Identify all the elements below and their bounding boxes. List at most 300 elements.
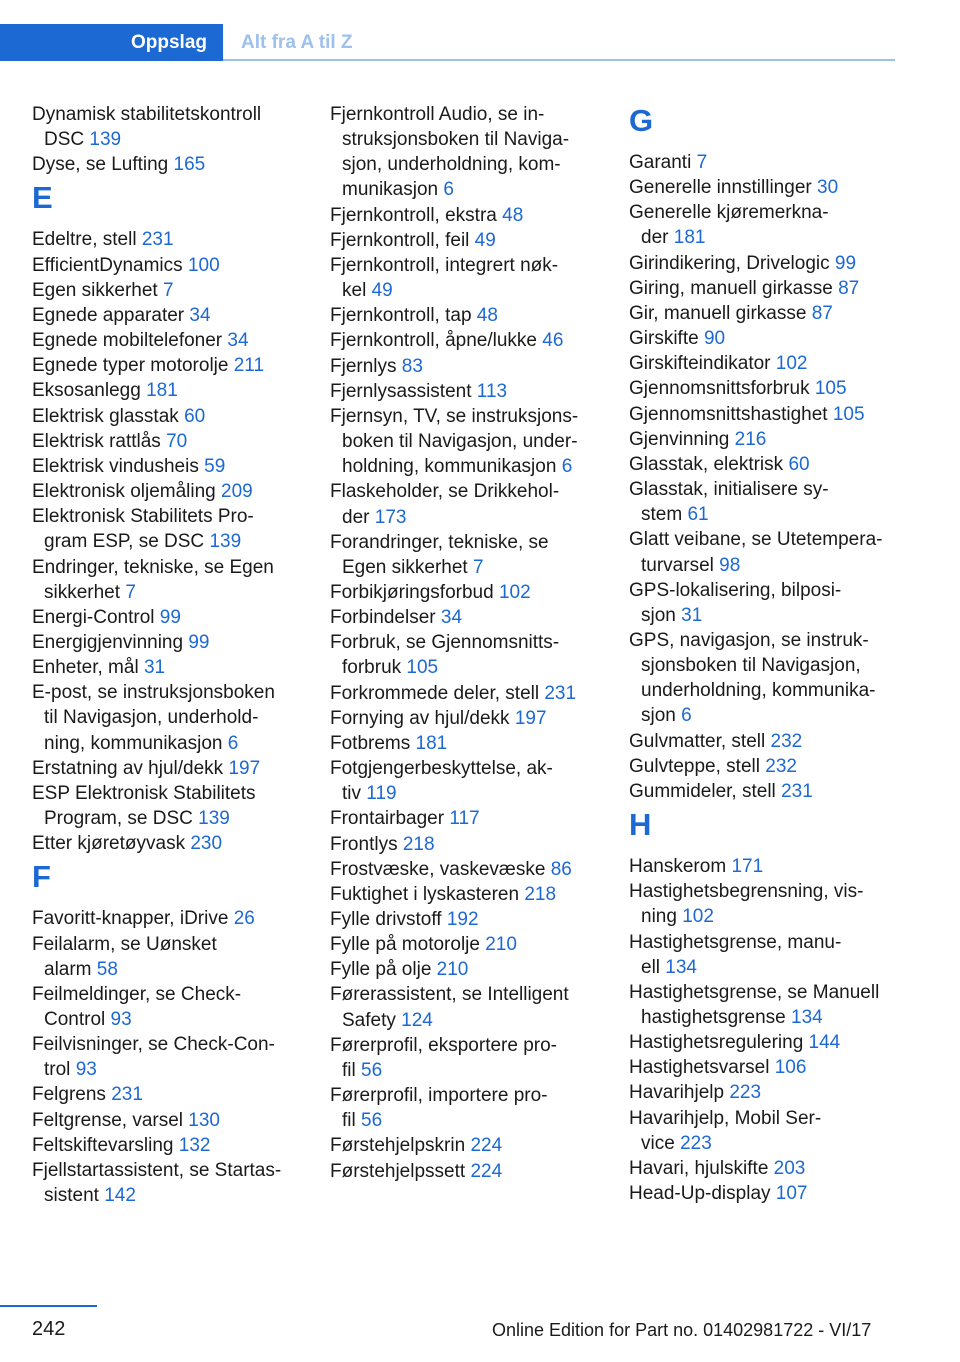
page-reference-link[interactable]: 144 <box>808 1032 841 1054</box>
index-entry <box>330 706 592 731</box>
page-reference-link[interactable]: 7 <box>162 279 174 301</box>
index-entry <box>330 530 592 580</box>
entry-text: holdning, kommunikasjon <box>342 456 557 478</box>
entry-text: Elektronisk oljemåling <box>32 481 216 503</box>
entry-text: DSC <box>44 129 85 151</box>
entry-text: Enheter, mål <box>32 657 139 679</box>
index-entry <box>32 680 324 755</box>
page-reference-link[interactable]: 107 <box>775 1183 808 1205</box>
entry-text: Giring, manuell girkasse <box>629 277 833 299</box>
entry-text: ell <box>641 956 661 978</box>
entry-text: Feltskiftevarsling <box>32 1134 174 1156</box>
index-entry <box>629 276 897 301</box>
index-entry <box>32 781 324 831</box>
entry-text: kel <box>342 280 367 302</box>
page-reference-link[interactable]: 48 <box>476 305 498 327</box>
index-entry <box>629 1055 897 1080</box>
page-reference-link[interactable]: 60 <box>184 405 206 427</box>
page-reference-link[interactable]: 46 <box>542 330 564 352</box>
entry-text: Elektrisk glasstak <box>32 405 179 427</box>
index-entry <box>629 628 897 729</box>
entry-text: Hastighetsbegrensning, vis- <box>629 881 864 903</box>
entry-text: trol <box>44 1059 71 1081</box>
page-reference-link[interactable]: 192 <box>446 909 479 930</box>
entry-text: der <box>342 506 370 528</box>
index-column-3 <box>629 102 897 1206</box>
entry-text: Fjernkontroll, åpne/lukke <box>330 330 537 352</box>
entry-text: Head-Up-display <box>629 1183 771 1205</box>
page-reference-link[interactable]: 99 <box>159 606 181 628</box>
entry-text: Fjernlysassistent <box>330 380 472 402</box>
entry-text: Egnede apparater <box>32 304 185 326</box>
index-entry <box>629 1080 897 1105</box>
page-reference-link[interactable]: 87 <box>811 302 833 324</box>
entry-text: fil <box>342 1110 356 1132</box>
page-reference-link[interactable]: 119 <box>366 783 397 805</box>
page-reference-link[interactable]: 209 <box>221 481 253 503</box>
index-entry <box>330 907 592 932</box>
index-entry <box>32 1133 324 1158</box>
page-reference-link[interactable]: 105 <box>814 378 847 400</box>
entry-text: gram ESP, se DSC <box>44 531 205 553</box>
entry-text: struksjonsboken til Naviga- <box>342 129 570 151</box>
entry-text: Førerprofil, importere pro- <box>330 1085 548 1107</box>
index-entry <box>32 479 324 504</box>
entry-text: Fjernkontroll Audio, se in- <box>330 104 545 125</box>
page-reference-link[interactable]: 142 <box>104 1185 136 1207</box>
index-entry <box>330 479 592 529</box>
entry-text: Eksosanlegg <box>32 380 141 402</box>
page-reference-link[interactable]: 31 <box>681 604 703 626</box>
page-reference-link[interactable]: 130 <box>188 1109 220 1131</box>
index-entry <box>330 605 592 630</box>
index-entry <box>629 326 897 351</box>
entry-text: boken til Navigasjon, under- <box>342 431 578 453</box>
index-entry <box>32 253 324 278</box>
entry-text: Feilalarm, se Uønsket <box>32 933 217 955</box>
page-reference-link[interactable]: 165 <box>173 154 206 176</box>
entry-text: Hastighetsgrense, manu- <box>629 931 842 953</box>
entry-text: Fjernkontroll, tap <box>330 305 472 327</box>
edition-note: Online Edition for Part no. 01402981722 - VI/17 <box>492 1320 872 1340</box>
index-entry <box>330 328 592 353</box>
entry-text: E-post, se instruksjonsboken <box>32 682 275 704</box>
index-entry <box>32 404 324 429</box>
index-entry <box>629 150 897 175</box>
entry-text: Hanskerom <box>629 856 727 878</box>
entry-text: alarm <box>44 958 92 980</box>
entry-text: Dyse, se Lufting <box>32 154 169 176</box>
index-entry <box>330 1033 592 1083</box>
index-entry <box>32 982 324 1032</box>
index-entry <box>629 1181 897 1206</box>
page-reference-link[interactable]: 59 <box>204 455 226 477</box>
entry-text: Forbikjøringsforbud <box>330 581 494 603</box>
entry-text: Fylle drivstoff <box>330 909 442 930</box>
index-entry <box>32 303 324 328</box>
page-reference-link[interactable]: 223 <box>680 1132 712 1154</box>
entry-text: GPS, navigasjon, se instruk- <box>629 629 869 651</box>
entry-text: Fjernlys <box>330 355 397 377</box>
page-reference-link[interactable]: 26 <box>233 908 255 930</box>
page-reference-link[interactable]: 105 <box>406 657 439 679</box>
entry-text: vice <box>641 1132 675 1154</box>
index-entry <box>629 578 897 628</box>
index-entry <box>629 754 897 779</box>
entry-text: Gulvmatter, stell <box>629 730 766 752</box>
entry-text: Dynamisk stabilitetskontroll <box>32 104 262 125</box>
entry-text: Frostvæske, vaskevæske <box>330 858 546 880</box>
page-reference-link[interactable]: 113 <box>476 380 508 402</box>
entry-text: sjon <box>641 604 676 626</box>
page-reference-link[interactable]: 70 <box>166 430 188 452</box>
entry-text: Energi-Control <box>32 606 155 628</box>
page-reference-link[interactable]: 83 <box>401 355 423 377</box>
page-reference-link[interactable]: 218 <box>402 833 435 855</box>
index-entry <box>629 402 897 427</box>
index-entry <box>330 756 592 806</box>
entry-text: Gjenvinning <box>629 428 730 450</box>
page-reference-link[interactable]: 6 <box>681 705 692 727</box>
index-entry <box>32 831 324 856</box>
entry-text: Fotgjengerbeskyttelse, ak- <box>330 758 553 780</box>
index-entry <box>629 729 897 754</box>
page-reference-link[interactable]: 173 <box>374 506 407 528</box>
page-reference-link[interactable]: 230 <box>190 833 223 855</box>
page-reference-link[interactable]: 87 <box>838 277 860 299</box>
entry-text: Feilvisninger, se Check-Con- <box>32 1034 275 1056</box>
page-number: 242 <box>32 1318 66 1340</box>
page-reference-link[interactable]: 139 <box>198 808 230 830</box>
page-reference-link[interactable]: 6 <box>443 179 454 201</box>
page-reference-link[interactable]: 99 <box>188 631 210 653</box>
entry-text: Glatt veibane, se Utetempera- <box>629 529 883 551</box>
entry-text: Hastighetsregulering <box>629 1032 804 1054</box>
entry-text: sjonsboken til Navigasjon, <box>641 655 861 677</box>
entry-text: Girskifte <box>629 328 699 350</box>
entry-text: Havarihjelp <box>629 1082 725 1104</box>
index-entry <box>32 555 324 605</box>
page-reference-link[interactable]: 6 <box>561 456 573 478</box>
page-reference-link[interactable]: 6 <box>227 732 239 754</box>
page-reference-link[interactable]: 231 <box>141 229 174 251</box>
page-reference-link[interactable]: 56 <box>361 1110 383 1132</box>
index-entry <box>330 354 592 379</box>
entry-text: Havarihjelp, Mobil Ser- <box>629 1107 822 1129</box>
entry-text: Forbruk, se Gjennomsnitts- <box>330 632 560 654</box>
entry-text: underholdning, kommunika- <box>641 680 876 702</box>
index-entry <box>32 429 324 454</box>
entry-text: Egen sikkerhet <box>342 556 468 578</box>
index-entry <box>629 1156 897 1181</box>
tab-divider <box>223 59 895 61</box>
entry-text: forbruk <box>342 657 402 679</box>
index-entry <box>330 253 592 303</box>
index-entry <box>629 879 897 929</box>
entry-text: ning, kommunikasjon <box>44 732 223 754</box>
page-reference-link[interactable]: 210 <box>485 934 517 956</box>
index-entry <box>629 527 897 577</box>
entry-text: stem <box>641 504 683 526</box>
entry-text: hastighetsgrense <box>641 1007 786 1028</box>
index-entry <box>330 882 592 907</box>
entry-text: Fjernkontroll, ekstra <box>330 204 497 226</box>
index-entry <box>32 152 324 177</box>
page-reference-link[interactable]: 224 <box>470 1160 503 1182</box>
index-entry <box>629 1106 897 1156</box>
page-reference-link[interactable]: 231 <box>781 780 813 802</box>
entry-text: Fjernkontroll, feil <box>330 229 470 251</box>
page-reference-link[interactable]: 124 <box>401 1009 433 1031</box>
page-reference-link[interactable]: 197 <box>228 757 261 779</box>
entry-text: Fjernsyn, TV, se instruksjons- <box>330 405 579 427</box>
entry-text: Gulvteppe, stell <box>629 755 760 777</box>
entry-text: der <box>641 227 669 249</box>
page-reference-link[interactable]: 232 <box>765 755 797 777</box>
page-reference-link[interactable]: 139 <box>89 129 122 151</box>
page-reference-link[interactable]: 102 <box>498 581 531 603</box>
index-entry <box>330 630 592 680</box>
index-entry <box>330 806 592 831</box>
entry-text: Fuktighet i lyskasteren <box>330 883 520 905</box>
page-reference-link[interactable]: 102 <box>682 906 714 928</box>
entry-text: ning <box>641 906 677 928</box>
entry-text: Gjennomsnittsforbruk <box>629 378 810 400</box>
index-entry <box>32 655 324 680</box>
index-entry <box>32 353 324 378</box>
page-reference-link[interactable]: 93 <box>75 1059 97 1081</box>
page-reference-link[interactable]: 90 <box>703 328 726 350</box>
index-column-1 <box>32 102 324 1208</box>
page-reference-link[interactable]: 106 <box>774 1057 807 1079</box>
entry-text: Girskifteindikator <box>629 353 771 375</box>
entry-text: Førstehjelpssett <box>330 1160 466 1182</box>
entry-text: tiv <box>342 783 361 805</box>
page-reference-link[interactable]: 34 <box>227 330 249 352</box>
entry-text: Favoritt-knapper, iDrive <box>32 908 229 930</box>
entry-text: munikasjon <box>342 179 439 201</box>
entry-text: Forandringer, tekniske, se <box>330 531 549 553</box>
entry-text: Egnede mobiltelefoner <box>32 330 223 352</box>
entry-text: Førstehjelpskrin <box>330 1135 466 1157</box>
page-reference-link[interactable]: 102 <box>775 353 808 375</box>
entry-text: Fotbrems <box>330 732 411 754</box>
page-reference-link[interactable]: 210 <box>436 959 469 981</box>
index-entry <box>629 427 897 452</box>
page-reference-link[interactable]: 99 <box>834 252 857 274</box>
page-reference-link[interactable]: 58 <box>96 958 118 980</box>
index-entry <box>32 1108 324 1133</box>
page-reference-link[interactable]: 132 <box>178 1134 211 1156</box>
entry-text: sjon, underholdning, kom- <box>342 154 561 176</box>
index-entry <box>32 454 324 479</box>
index-entry <box>330 404 592 479</box>
page-reference-link[interactable]: 30 <box>817 177 839 199</box>
entry-text: Elektrisk vindusheis <box>32 455 199 477</box>
page-reference-link[interactable]: 224 <box>470 1135 503 1157</box>
page-reference-link[interactable]: 100 <box>187 254 220 276</box>
page-reference-link[interactable]: 181 <box>415 732 448 754</box>
entry-text: Endringer, tekniske, se Egen <box>32 556 274 578</box>
entry-text: Control <box>44 1009 106 1030</box>
page-reference-link[interactable]: 86 <box>550 858 572 880</box>
index-entry <box>629 452 897 477</box>
entry-text: Førerprofil, eksportere pro- <box>330 1034 558 1056</box>
entry-text: Fjernkontroll, integrert nøk- <box>330 254 559 276</box>
index-entry <box>330 681 592 706</box>
entry-text: sistent <box>44 1185 99 1207</box>
index-entry <box>330 228 592 253</box>
entry-text: Havari, hjulskifte <box>629 1157 769 1179</box>
entry-text: Felgrens <box>32 1084 106 1106</box>
index-entry <box>32 932 324 982</box>
entry-text: turvarsel <box>641 554 714 576</box>
entry-text: Edeltre, stell <box>32 229 137 251</box>
entry-text: Fylle på olje <box>330 959 432 981</box>
page-reference-link[interactable]: 231 <box>544 682 577 704</box>
page-reference-link[interactable]: 181 <box>146 380 178 402</box>
index-entry <box>330 1133 592 1158</box>
entry-text: Energigjenvinning <box>32 631 184 653</box>
index-entry <box>330 857 592 882</box>
entry-text: Egen sikkerhet <box>32 279 158 301</box>
entry-text: Fornying av hjul/dekk <box>330 707 510 729</box>
page-reference-link[interactable]: 216 <box>734 428 767 450</box>
tab-alt-fra-a-til-z[interactable]: Alt fra A til Z <box>241 32 353 53</box>
entry-text: Gir, manuell girkasse <box>629 302 807 324</box>
page-reference-link[interactable]: 231 <box>111 1084 143 1106</box>
entry-text: Glasstak, initialisere sy- <box>629 479 829 501</box>
entry-text: ESP Elektronisk Stabilitets <box>32 782 256 804</box>
section-letter: E <box>32 180 53 216</box>
entry-text: sikkerhet <box>44 581 121 603</box>
page-reference-link[interactable]: 171 <box>731 856 764 878</box>
entry-text: GPS-lokalisering, bilposi- <box>629 579 842 601</box>
index-entry <box>629 351 897 376</box>
index-entry <box>32 227 324 252</box>
entry-text: Elektronisk Stabilitets Pro- <box>32 506 254 528</box>
page-reference-link[interactable]: 34 <box>189 304 211 326</box>
entry-text: Frontairbager <box>330 808 445 830</box>
entry-text: til Navigasjon, underhold- <box>44 707 259 729</box>
index-entry <box>32 278 324 303</box>
page-reference-link[interactable]: 218 <box>524 883 557 905</box>
page-reference-link[interactable]: 48 <box>502 204 524 226</box>
entry-text: Frontlys <box>330 833 398 855</box>
page-reference-link[interactable]: 98 <box>719 554 741 576</box>
entry-text: Forkrommede deler, stell <box>330 682 540 704</box>
entry-text: EfficientDynamics <box>32 254 183 276</box>
index-entry <box>629 200 897 250</box>
entry-text: Egnede typer motorolje <box>32 355 229 377</box>
entry-text: fil <box>342 1059 356 1081</box>
entry-text: Garanti <box>629 152 692 173</box>
page-reference-link[interactable]: 49 <box>371 280 393 302</box>
index-entry <box>629 779 897 804</box>
page-reference-link[interactable]: 7 <box>472 556 484 578</box>
index-entry <box>330 832 592 857</box>
entry-text: Girindikering, Drivelogic <box>629 252 830 274</box>
index-entry <box>32 1158 324 1208</box>
page-reference-link[interactable]: 7 <box>696 152 708 173</box>
page-reference-link[interactable]: 93 <box>110 1009 132 1030</box>
page-reference-link[interactable]: 223 <box>729 1082 762 1104</box>
page-reference-link[interactable]: 117 <box>449 808 480 830</box>
index-entry <box>330 102 592 203</box>
section-letter: G <box>629 103 654 138</box>
index-entry <box>32 906 324 931</box>
tab-oppslag[interactable]: Oppslag <box>0 24 223 61</box>
page-reference-link[interactable]: 60 <box>788 453 810 475</box>
page-reference-link[interactable]: 203 <box>773 1157 806 1179</box>
page-reference-link[interactable]: 105 <box>832 403 865 425</box>
index-column-2 <box>330 102 592 1184</box>
index-entry <box>629 854 897 879</box>
page-reference-link[interactable]: 7 <box>125 581 136 603</box>
entry-text: Fylle på motorolje <box>330 934 480 956</box>
entry-text: Hastighetsvarsel <box>629 1057 770 1079</box>
index-entry <box>330 982 592 1032</box>
footer-rule <box>0 1305 97 1307</box>
index-entry <box>32 378 324 403</box>
page-reference-link[interactable]: 56 <box>361 1059 383 1081</box>
section-letter: F <box>32 859 51 895</box>
chapter-tab-bar <box>0 24 895 61</box>
entry-text: Etter kjøretøyvask <box>32 833 186 855</box>
index-entry <box>32 504 324 554</box>
entry-text: Generelle kjøremerkna- <box>629 202 829 224</box>
index-entry <box>629 301 897 326</box>
index-entry <box>32 756 324 781</box>
entry-text: Fjellstartassistent, se Startas- <box>32 1159 282 1181</box>
page-reference-link[interactable]: 31 <box>143 657 166 679</box>
page-reference-link[interactable]: 181 <box>673 227 706 249</box>
page-reference-link[interactable]: 134 <box>791 1007 823 1028</box>
entry-text: Førerassistent, se Intelligent <box>330 984 569 1006</box>
entry-text: Gummideler, stell <box>629 780 776 802</box>
page-reference-link[interactable]: 134 <box>665 956 697 978</box>
index-entry <box>629 477 897 527</box>
index-entry <box>629 376 897 401</box>
index-entry <box>330 580 592 605</box>
page-reference-link[interactable]: 139 <box>209 531 242 553</box>
page-reference-link[interactable]: 61 <box>687 504 709 526</box>
index-entry <box>330 731 592 756</box>
entry-text: Gjennomsnittshastighet <box>629 403 828 425</box>
index-entry <box>32 1082 324 1107</box>
index-entry <box>330 1159 592 1184</box>
index-entry <box>629 175 897 200</box>
index-entry <box>629 980 897 1030</box>
index-entry <box>330 1083 592 1133</box>
page-reference-link[interactable]: 197 <box>514 707 547 729</box>
entry-text: Flaskeholder, se Drikkehol- <box>330 481 560 503</box>
index-entry <box>32 1032 324 1082</box>
page-reference-link[interactable]: 232 <box>770 730 803 752</box>
entry-text: Elektrisk rattlås <box>32 430 161 452</box>
entry-text: Generelle innstillinger <box>629 177 812 199</box>
index-entry <box>330 203 592 228</box>
index-entry <box>330 932 592 957</box>
index-entry <box>330 303 592 328</box>
page-reference-link[interactable]: 211 <box>233 355 265 377</box>
index-entry <box>32 102 324 152</box>
index-entry <box>330 957 592 982</box>
entry-text: Safety <box>342 1009 396 1031</box>
entry-text: Hastighetsgrense, se Manuell <box>629 981 880 1003</box>
page-reference-link[interactable]: 49 <box>474 229 496 251</box>
page-reference-link[interactable]: 34 <box>440 607 463 629</box>
